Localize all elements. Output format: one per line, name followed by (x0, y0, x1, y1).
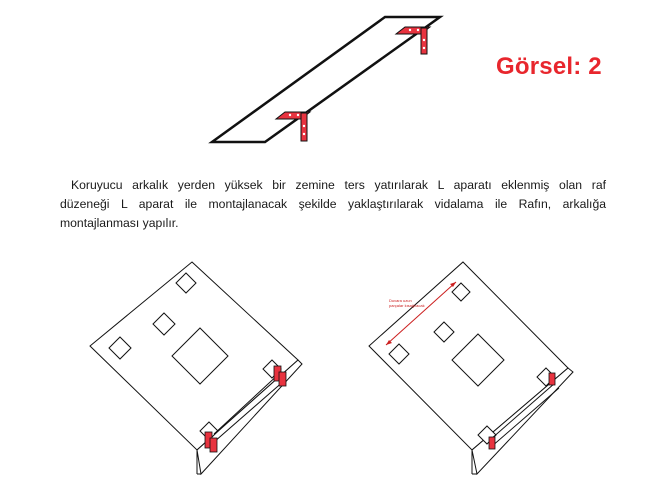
instruction-paragraph (60, 176, 606, 233)
shelf-board-illustration (212, 17, 440, 142)
shelf-board (212, 17, 440, 142)
paragraph-line-3: montajlanması yapılır. (60, 216, 179, 230)
annotation-line-2: parçalar kısağılacak (389, 303, 425, 308)
figure-label: Görsel: 2 (496, 53, 602, 80)
assembly-view-left (90, 262, 302, 474)
paragraph-line-2: düzeneği L aparat ile montajlanacak şekilde yaklaştırılarak vidalama ile Rafın, arkalığa (60, 197, 606, 211)
paragraph-line-1: Koruyucu arkalık yerden yüksek bir zemine ters yatırılarak L aparatı eklenmiş olan raf (71, 178, 606, 192)
assembly-view-right (369, 262, 573, 474)
annotation-line-1: Duvara uzun (389, 298, 412, 303)
